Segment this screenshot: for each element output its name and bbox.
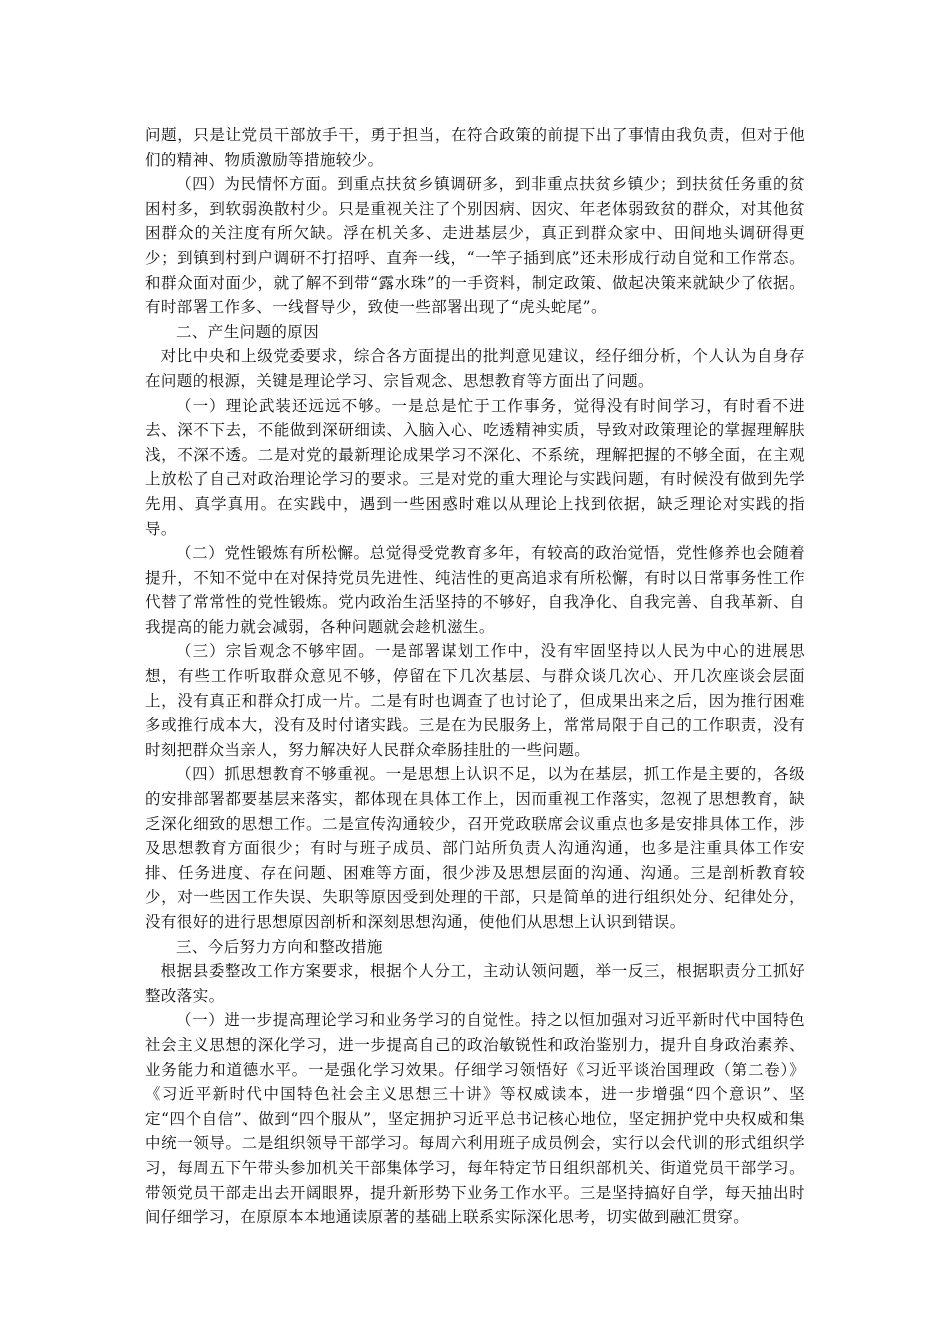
paragraph-cause-1: （一）理论武装还远远不够。一是总是忙于工作事务，觉得没有时间学习，有时看不进去、深不下去，不能做到深研细读、入脑入心、吃透精神实质，导致对政策理论的掌握理解肤浅，不深不透。二是对党的最新理论成果学习不深化、不系统，理解把握的不够全面，在主观上放松了自己对政治理论学习的要求。三是对党的重大理论与实践问题，有时候没有做到先学先用、真学真用。在实践中，遇到一些困惑时难以从理论上找到依据，缺乏理论对实践的指导。	[145, 396, 805, 538]
paragraph-measure-1: （一）进一步提高理论学习和业务学习的自觉性。持之以恒加强对习近平新时代中国特色社会主义思想的深化学习，进一步提高自己的政治敏锐性和政治鉴别力，提升自身政治素养、业务能力和道德水平。一是强化学习效果。仔细学习领悟好《习近平谈治国理政（第二卷）》《习近平新时代中国特色社会主义思想三十讲》等权威读本，进一步增强“四个意识”、坚定“四个自信”、做到“四个服从”，坚定拥护习近平总书记核心地位，坚定拥护党中央权威和集中统一领导。二是组织领导干部学习。每周六利用班子成员例会，实行以会代训的形式组织学习，每周五下午带头参加机关干部集体学习，每年特定节日组织部机关、街道党员干部学习。带领党员干部走出去开阔眼界，提升新形势下业务工作水平。三是坚持搞好自学，每天抽出时间仔细学习，在原原本本地通读原著的基础上联系实际深化思考，切实做到融汇贯穿。	[145, 1011, 805, 1227]
document-page	[145, 123, 805, 1230]
paragraph-cause-2: （二）党性锻炼有所松懈。总觉得受党教育多年，有较高的政治觉悟，党性修养也会随着提升，不知不觉中在对保持党员先进性、纯洁性的更高追求有所松懈，有时以日常事务性工作代替了常常性的党性锻炼。党内政治生活坚持的不够好，自我净化、自我完善、自我革新、自我提高的能力就会减弱，各种问题就会趁机滋生。	[145, 544, 805, 636]
paragraph-cause-4: （四）抓思想教育不够重视。一是思想上认识不足，以为在基层，抓工作是主要的，各级的安排部署都要基层来落实，都体现在具体工作上，因而重视工作落实，忽视了思想教育，缺乏深化细致的思想工作。二是宣传沟通较少，召开党政联席会议重点也多是安排具体工作，涉及思想教育方面很少；有时与班子成员、部门站所负责人沟通沟通，也多是注重具体工作安排、任务进度、存在问题、困难等方面，很少涉及思想层面的沟通、沟通。三是剖析教育较少，对一些因工作失误、失职等原因受到处理的干部，只是简单的进行组织处分、纪律处分，没有很好的进行思想原因剖析和深刻思想沟通，使他们从思想上认识到错误。	[145, 765, 805, 931]
paragraph-measures-intro: 根据县委整改工作方案要求，根据个人分工，主动认领问题，举一反三，根据职责分工抓好整改落实。	[145, 962, 805, 1005]
section-heading-3: 三、今后努力方向和整改措施	[176, 937, 383, 956]
section-heading-2: 二、产生问题的原因	[176, 322, 320, 341]
paragraph-cause-3: （三）宗旨观念不够牢固。一是部署谋划工作中，没有牢固坚持以人民为中心的进展思想，有些工作听取群众意见不够，停留在下几次基层、与群众谈几次心、开几次座谈会层面上，没有真正和群众打成一片。二是有时也调查了也讨论了，但成果出来之后，因为推行困难多或推行成本大，没有及时付诸实践。三是在为民服务上，常常局限于自己的工作职责，没有时刻把群众当亲人，努力解决好人民群众牵肠挂肚的一些问题。	[145, 642, 805, 759]
paragraph-4-people-sentiment: （四）为民情怀方面。到重点扶贫乡镇调研多，到非重点扶贫乡镇少；到扶贫任务重的贫困村多，到软弱涣散村少。只是重视关注了个别因病、因灾、年老体弱致贫的群众，对其他贫困群众的关注度有所欠缺。浮在机关多、走进基层少，真正到群众家中、田间地头调研得更少；到镇到村到户调研不打招呼、直奔一线，“一竿子插到底”还未形成行动自觉和工作常态。和群众面对面少，就了解不到带“露水珠”的一手资料，制定政策、做起决策来就缺少了依据。有时部署工作多、一线督导少，致使一些部署出现了“虎头蛇尾”。	[145, 175, 805, 317]
paragraph-continuation: 问题，只是让党员干部放手干，勇于担当，在符合政策的前提下出了事情由我负责，但对于他们的精神、物质激励等措施较少。	[145, 126, 805, 169]
paragraph-causes-intro: 对比中央和上级党委要求，综合各方面提出的批判意见建议，经仔细分析，个人认为自身存在问题的根源，关键是理论学习、宗旨观念、思想教育等方面出了问题。	[145, 347, 805, 390]
